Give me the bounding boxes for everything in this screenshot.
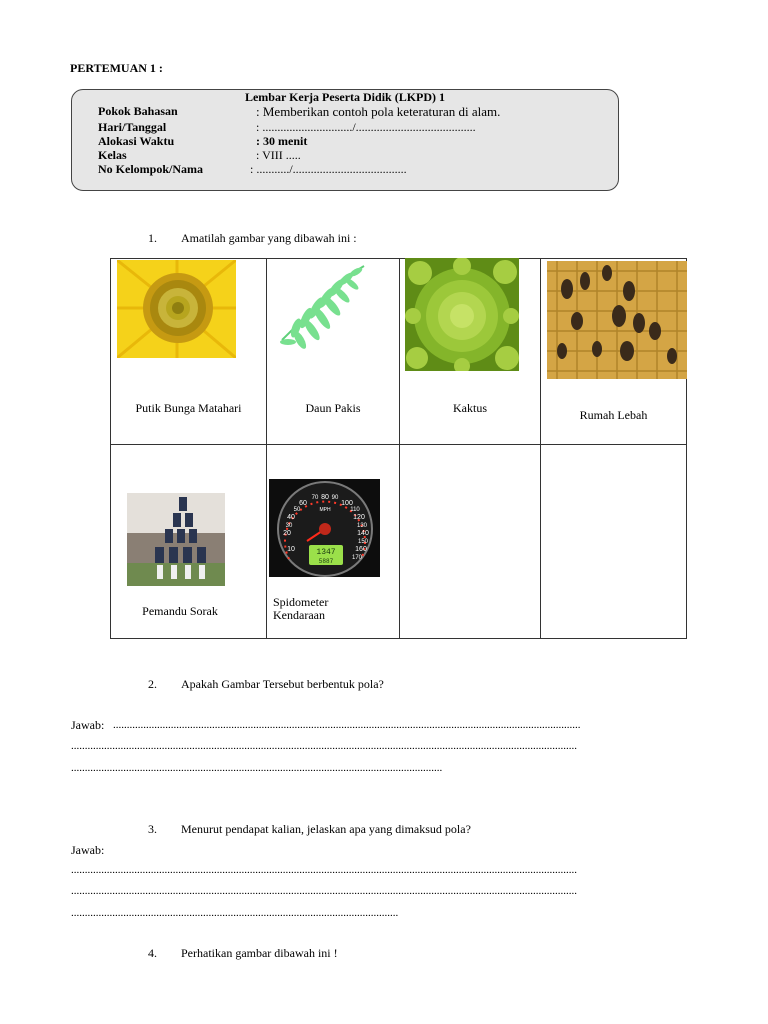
info-label-class: Kelas [98,148,127,162]
question-2-answer-line-2[interactable]: ........................................................................................................................................................................................ [71,740,577,752]
question-4-number: 4. [148,946,157,960]
question-3-answer-label: Jawab: [71,843,105,857]
question-2-text: Apakah Gambar Tersebut berbentuk pola? [181,677,384,691]
speedometer-image [269,479,380,577]
speedometer-tick-10: 10 [287,546,295,553]
grid-cell-empty-2 [540,444,687,639]
info-value-time: : 30 menit [256,134,308,148]
question-4-text: Perhatikan gambar dibawah ini ! [181,946,338,960]
info-label-topic: Pokok Bahasan [98,104,178,118]
info-value-date: : ............................../........................................ [256,120,476,134]
speedometer-tick-60: 60 [299,500,307,507]
speedometer-tick-170: 170 [351,555,363,561]
sunflower-image [117,260,236,358]
question-3-text: Menurut pendapat kalian, jelaskan apa yang dimaksud pola? [181,822,471,836]
meeting-title: PERTEMUAN 1 : [70,61,163,75]
info-label-group: No Kelompok/Nama [98,162,203,176]
info-box [71,89,619,191]
caption-beehive: Rumah Lebah [579,408,648,422]
speedometer-tick-100: 100 [341,500,353,507]
question-1-number: 1. [148,231,157,245]
question-2-answer-label: Jawab: [71,718,105,732]
speedometer-tick-120: 120 [353,514,365,521]
speedometer-tick-90: 90 [331,495,339,501]
info-value-topic: : Memberikan contoh pola keteraturan di alam. [256,104,501,119]
caption-sunflower: Putik Bunga Matahari [135,401,242,415]
fern-image [276,262,370,357]
question-3-answer-line-3[interactable]: ....................................................................................................................... [71,907,399,919]
caption-cactus: Kaktus [453,401,487,415]
speedometer-tick-130: 130 [356,523,368,529]
speedometer-tick-110: 110 [350,507,360,513]
speedometer-unit: MPH [319,507,331,513]
speedometer-odometer-top: 1347 [316,548,336,557]
question-2-answer-line-1[interactable]: .......................................................................................................................................................................... [113,719,581,731]
image-grid [110,258,687,639]
speedometer-tick-150: 150 [357,539,369,545]
info-label-time: Alokasi Waktu [98,134,175,148]
caption-cheerleader: Pemandu Sorak [142,604,218,618]
speedometer-tick-50: 50 [293,507,301,513]
caption-speedometer: Spidometer Kendaraan [273,595,329,622]
cactus-image [405,258,519,371]
question-2-number: 2. [148,677,157,691]
speedometer-tick-20: 20 [283,530,291,537]
speedometer-tick-70: 70 [311,495,319,501]
question-3-answer-line-1[interactable]: ........................................................................................................................................................................................ [71,864,577,876]
speedometer-tick-80: 80 [321,494,329,501]
speedometer-tick-160: 160 [355,546,367,553]
question-3-answer-line-2[interactable]: ........................................................................................................................................................................................ [71,885,577,897]
question-1-text: Amatilah gambar yang dibawah ini : [181,231,357,245]
cheerleader-image [127,493,225,586]
question-2-answer-line-3[interactable]: ....................................................................................................................................... [71,762,443,774]
caption-fern: Daun Pakis [305,401,361,415]
question-3-number: 3. [148,822,157,836]
grid-cell-empty-1 [399,444,541,639]
info-value-class: : VIII ..... [256,148,301,162]
info-label-date: Hari/Tanggal [98,120,167,134]
speedometer-odometer-bottom: 5887 [318,558,334,565]
beehive-image [547,261,687,379]
speedometer-tick-30: 30 [285,523,293,529]
info-value-group: : .........../...................................... [250,162,407,176]
speedometer-tick-40: 40 [287,514,295,521]
speedometer-tick-140: 140 [357,530,369,537]
lkpd-title: Lembar Kerja Peserta Didik (LKPD) 1 [244,90,446,104]
